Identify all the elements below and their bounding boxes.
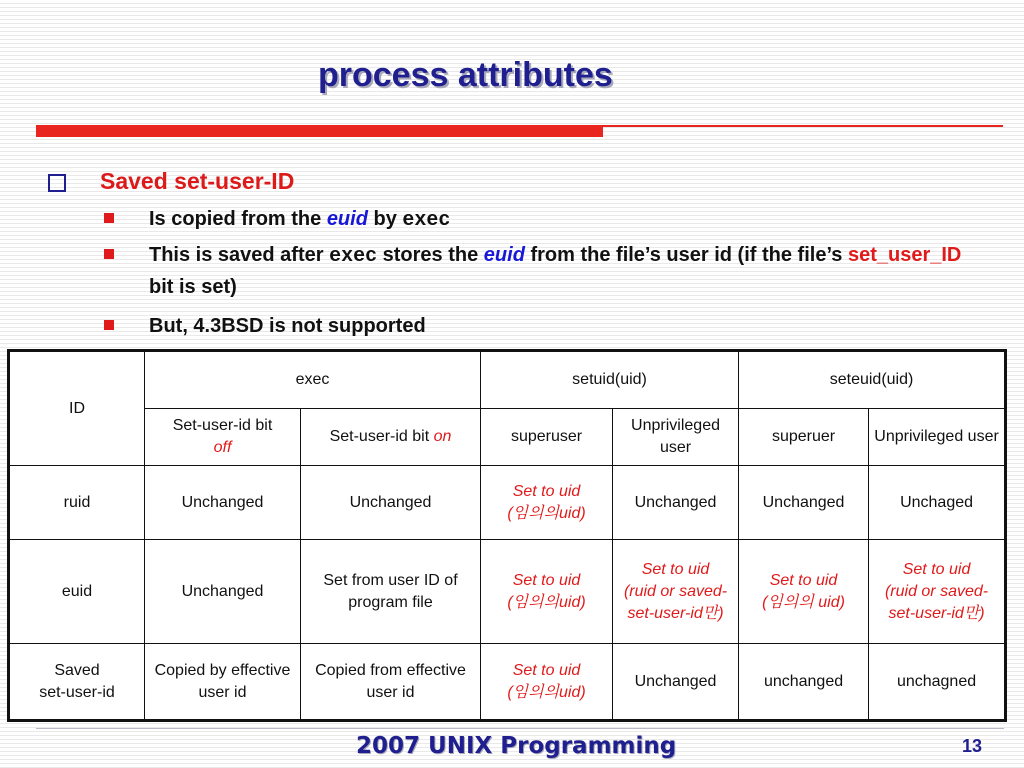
table-cell: Copied from effective user id — [301, 644, 481, 721]
bullet-3-text: But, 4.3BSD is not supported — [149, 315, 426, 337]
title-rule-thick — [36, 125, 603, 137]
table-cell: Unchanged — [301, 466, 481, 540]
attributes-table — [7, 349, 1004, 719]
table-row-saved — [9, 644, 1006, 721]
slide-title: process attributes — [318, 56, 613, 94]
table-row-euid — [9, 540, 1006, 644]
row-label: Saved set-user-id — [9, 644, 145, 721]
table-cell: Set to uid (임의의 uid) — [739, 540, 869, 644]
bullet-2-text: This is saved after exec stores the euid from the file’s user id (if the file’s set_user_ID bit is set) — [149, 244, 962, 298]
header-setuid: setuid(uid) — [481, 351, 739, 409]
row-label: euid — [9, 540, 145, 644]
square-bullet-icon — [104, 249, 114, 259]
table-row-ruid — [9, 466, 1006, 540]
heading-text: Saved set-user-ID — [100, 168, 295, 194]
subheader-unprivileged: Unprivileged user — [613, 409, 739, 466]
square-bullet-icon — [104, 320, 114, 330]
title-rule-thin — [603, 125, 1003, 127]
subheader-unprivileged-2: Unprivileged user — [869, 409, 1006, 466]
hollow-square-bullet-icon — [48, 174, 66, 192]
table-cell: Unchanged — [613, 466, 739, 540]
header-seteuid: seteuid(uid) — [739, 351, 1006, 409]
table-cell: unchanged — [739, 644, 869, 721]
square-bullet-icon — [104, 213, 114, 223]
table-cell: Set to uid (임의의uid) — [481, 644, 613, 721]
bullet-1-text: Is copied from the euid by exec — [149, 208, 451, 232]
table-header-row — [9, 351, 1006, 409]
table-cell: Set to uid (임의의uid) — [481, 540, 613, 644]
table-cell: Set to uid (임의의uid) — [481, 466, 613, 540]
footer-rule — [36, 728, 1004, 729]
table-cell: Unchaged — [869, 466, 1006, 540]
header-id: ID — [9, 351, 145, 466]
table-cell: Unchanged — [145, 466, 301, 540]
subheader-superuer: superuer — [739, 409, 869, 466]
subheader-bit-off: Set-user-id bit off — [145, 409, 301, 466]
table-cell: Set from user ID of program file — [301, 540, 481, 644]
footer-course: 2007 UNIX Programming — [356, 733, 677, 759]
table-cell: Unchanged — [145, 540, 301, 644]
table-subheader-row — [9, 409, 1006, 466]
table-cell: Unchanged — [739, 466, 869, 540]
table-cell: Set to uid (ruid or saved-set-user-id만) — [869, 540, 1006, 644]
row-label: ruid — [9, 466, 145, 540]
table-cell: Set to uid (ruid or saved-set-user-id만) — [613, 540, 739, 644]
table-cell: Copied by effective user id — [145, 644, 301, 721]
header-exec: exec — [145, 351, 481, 409]
subheader-bit-on: Set-user-id bit on — [301, 409, 481, 466]
table-cell: unchagned — [869, 644, 1006, 721]
subheader-superuser: superuser — [481, 409, 613, 466]
table-cell: Unchanged — [613, 644, 739, 721]
page-number: 13 — [962, 736, 983, 756]
